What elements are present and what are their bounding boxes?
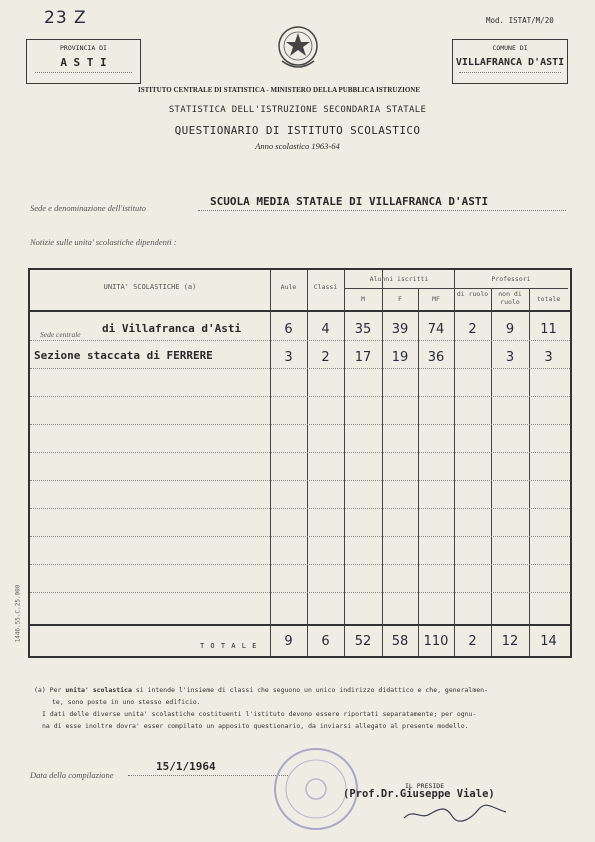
footnote [34, 684, 564, 732]
preside-signature [400, 800, 510, 826]
total-m: 52 [354, 634, 372, 649]
row1-name: di Villafranca d'Asti [102, 322, 242, 335]
date-label: Data della compilazione [30, 770, 114, 780]
col-header-nonruolo: non di ruolo [498, 290, 522, 306]
col-header-unita: UNITA' SCOLASTICHE (a) [103, 283, 197, 291]
provincia-label: PROVINCIA DI [60, 44, 107, 52]
page-title: QUESTIONARIO DI ISTITUTO SCOLASTICO [174, 124, 421, 137]
row2-mf: 36 [427, 350, 445, 365]
col-header-ruolo: di ruolo [456, 290, 489, 298]
provincia-value: A S T I [60, 56, 107, 69]
row2-f: 19 [391, 350, 409, 365]
footnote-term: unita' scolastica [65, 686, 132, 694]
row1-aule: 6 [284, 322, 293, 337]
row1-f: 39 [391, 322, 409, 337]
row2-name: Sezione staccata di FERRERE [34, 349, 213, 362]
row2-totale: 3 [544, 350, 553, 365]
sede-value: SCUOLA MEDIA STATALE DI VILLAFRANCA D'ASTI [210, 195, 489, 208]
row1-prefix: Sede centrale [40, 330, 81, 339]
total-aule: 9 [284, 634, 293, 649]
header-subtitle: STATISTICA DELL'ISTRUZIONE SECONDARIA STATALE [168, 105, 427, 115]
comune-box [452, 39, 568, 84]
row1-mf: 74 [427, 322, 445, 337]
total-totale: 14 [540, 634, 557, 649]
school-year: Anno scolastico 1963-64 [255, 141, 340, 151]
col-header-classi: Classi [313, 283, 338, 291]
footnote-line4: na di esse inoltre dovra' esser compilato un apposito questionario, da inviarsi allegato al presente modello. [42, 722, 469, 730]
col-header-totale: totale [536, 295, 561, 303]
row1-ruolo: 2 [468, 322, 477, 337]
row2-aule: 3 [284, 350, 293, 365]
row2-m: 17 [354, 350, 372, 365]
col-header-aule: Aule [280, 283, 297, 291]
date-value: 15/1/1964 [156, 760, 216, 773]
units-table [28, 268, 572, 658]
preside-label: IL PRESIDE [405, 782, 445, 790]
group-header-alunni: Alunni iscritti [369, 275, 429, 283]
footnote-line3: I dati delle diverse unita' scolastiche costituenti l'istituto devono essere riportati separatamente; per ognu- [42, 710, 477, 718]
footnote-definition: si intende l'insieme di classi che seguono un unico indirizzo didattico e che, generalmen- [135, 686, 488, 694]
provincia-box [26, 39, 141, 84]
side-print-code: 1446.55.C.25.000 [14, 584, 22, 643]
row2-nonruolo: 3 [505, 350, 515, 365]
footnote-prefix: (a) Per [34, 686, 62, 694]
col-header-mf: MF [432, 295, 440, 303]
row1-totale: 11 [540, 322, 557, 337]
totale-label: T O T A L E [200, 642, 258, 650]
sede-label: Sede e denominazione dell'istituto [30, 203, 146, 213]
group-header-professori: Professori [491, 275, 531, 283]
comune-value: VILLAFRANCA D'ASTI [455, 57, 565, 68]
republic-emblem [276, 23, 320, 73]
row1-m: 35 [354, 322, 372, 337]
comune-label: COMUNE DI [492, 44, 528, 52]
header-institute: ISTITUTO CENTRALE DI STATISTICA - MINISTERO DELLA PUBBLICA ISTRUZIONE [138, 86, 421, 94]
col-header-f: F [398, 295, 402, 303]
total-nonruolo: 12 [501, 634, 519, 649]
total-ruolo: 2 [468, 634, 477, 649]
preside-name: (Prof.Dr.Giuseppe Viale) [343, 788, 495, 800]
notizie-label: Notizie sulle unita' scolastiche dipendenti : [30, 237, 177, 247]
handwritten-reference: 23 Z [44, 8, 87, 28]
form-code: Mod. ISTAT/M/20 [486, 16, 554, 25]
footnote-line2: te, sono poste in uno stesso edificio. [52, 698, 201, 706]
row2-classi: 2 [321, 350, 330, 365]
row1-classi: 4 [321, 322, 330, 337]
total-mf: 110 [423, 634, 449, 649]
row1-nonruolo: 9 [505, 322, 515, 337]
col-header-m: M [361, 295, 365, 303]
total-classi: 6 [321, 634, 330, 649]
total-f: 58 [391, 634, 409, 649]
